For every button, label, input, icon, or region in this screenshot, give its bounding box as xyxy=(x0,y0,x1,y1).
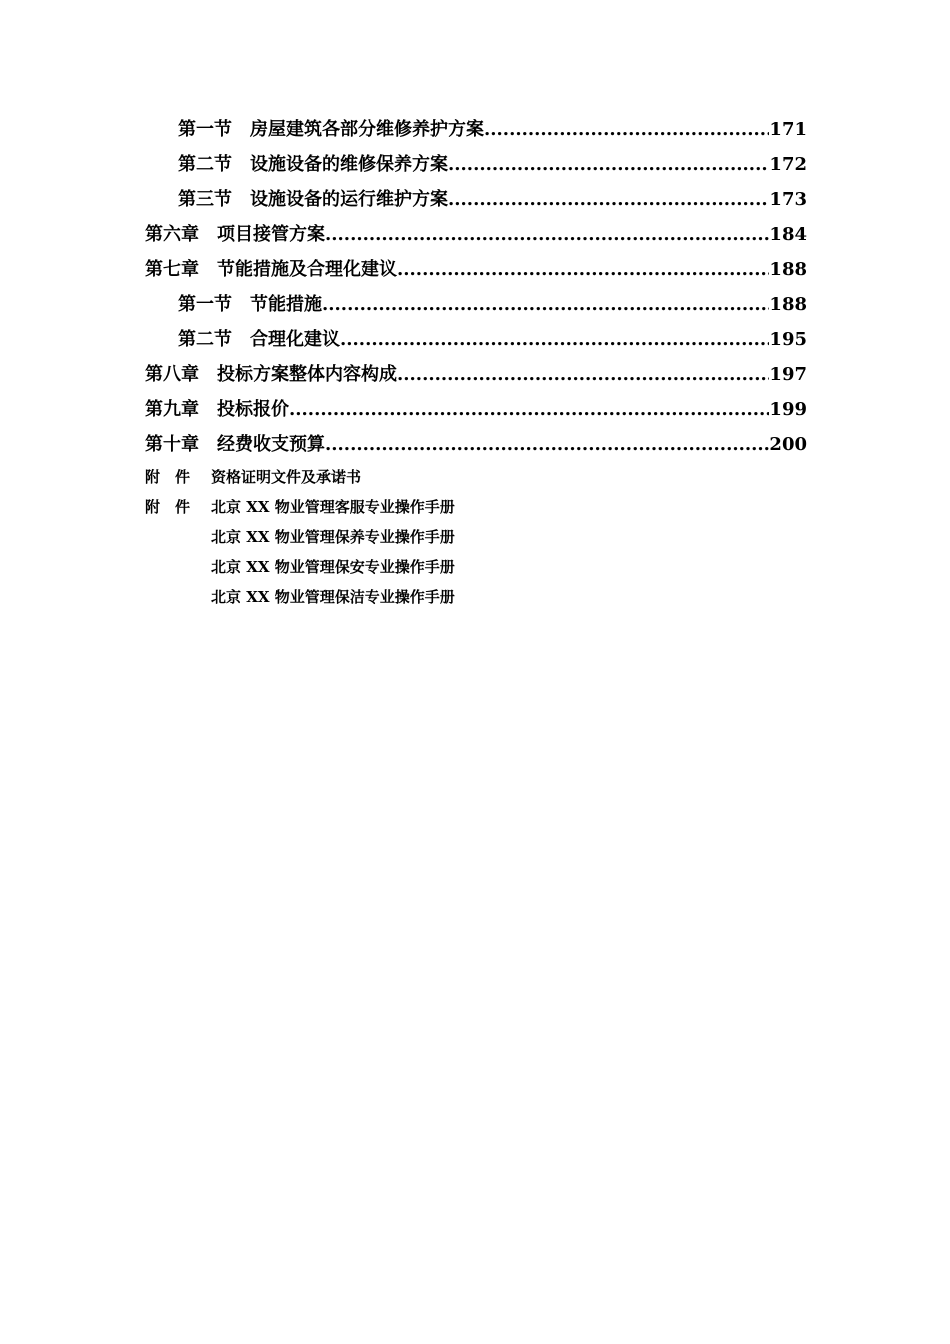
toc-leader-dots xyxy=(397,252,769,287)
toc-entry-label: 第九章 xyxy=(145,399,199,420)
toc-leader-dots xyxy=(340,322,769,357)
toc-entry-page: 200 xyxy=(769,434,807,455)
toc-entry[interactable] xyxy=(145,357,807,392)
appendix-item xyxy=(145,522,645,552)
appendix-item-text: 北京 XX 物业管理保洁专业操作手册 xyxy=(211,588,455,606)
toc-entry-page: 197 xyxy=(769,364,807,385)
toc-entry-title: 合理化建议 xyxy=(250,329,340,350)
toc-entry[interactable] xyxy=(145,182,807,217)
appendix-label-char: 附 xyxy=(145,498,161,516)
toc-entry[interactable] xyxy=(145,322,807,357)
toc-entry[interactable] xyxy=(145,112,807,147)
appendix-label-char: 件 xyxy=(175,498,191,516)
toc-entry-label: 第六章 xyxy=(145,224,199,245)
toc-leader-dots xyxy=(397,357,769,392)
appendix-item-text: 资格证明文件及承诺书 xyxy=(211,468,362,486)
appendix-list xyxy=(145,462,645,612)
toc-entry[interactable] xyxy=(145,392,807,427)
appendix-label-char: 件 xyxy=(175,468,191,486)
toc-entry-page: 195 xyxy=(769,329,807,350)
toc-entry-title: 设施设备的运行维护方案 xyxy=(250,189,448,210)
toc-entry[interactable] xyxy=(145,252,807,287)
appendix-label-empty xyxy=(145,582,211,612)
appendix-item xyxy=(145,492,645,522)
toc-entry-title: 经费收支预算 xyxy=(217,434,325,455)
appendix-label-empty xyxy=(145,552,211,582)
toc-leader-dots xyxy=(448,182,769,217)
toc-entry-page: 184 xyxy=(769,224,807,245)
toc-entry-page: 172 xyxy=(769,154,807,175)
toc-leader-dots xyxy=(325,427,769,462)
toc-entry-title: 设施设备的维修保养方案 xyxy=(250,154,448,175)
toc-entry-title: 投标报价 xyxy=(217,399,289,420)
toc-entry-page: 199 xyxy=(769,399,807,420)
appendix-item-text: 北京 XX 物业管理客服专业操作手册 xyxy=(211,498,455,516)
toc-entry-label: 第一节 xyxy=(178,119,232,140)
appendix-label-char: 附 xyxy=(145,468,161,486)
toc-entry-title: 节能措施及合理化建议 xyxy=(217,259,397,280)
toc-entry-label: 第十章 xyxy=(145,434,199,455)
toc-entry-title: 项目接管方案 xyxy=(217,224,325,245)
appendix-item xyxy=(145,552,645,582)
appendix-label xyxy=(145,492,211,522)
toc-entry[interactable] xyxy=(145,217,807,252)
toc-entry-label: 第二节 xyxy=(178,154,232,175)
toc-entry-title: 投标方案整体内容构成 xyxy=(217,364,397,385)
appendix-item-text: 北京 XX 物业管理保养专业操作手册 xyxy=(211,528,455,546)
toc-entry-label: 第七章 xyxy=(145,259,199,280)
toc-entry-title: 节能措施 xyxy=(250,294,322,315)
appendix-label-empty xyxy=(145,522,211,552)
toc-entry-label: 第一节 xyxy=(178,294,232,315)
table-of-contents xyxy=(145,112,807,462)
toc-entry-page: 188 xyxy=(769,294,807,315)
toc-entry-label: 第八章 xyxy=(145,364,199,385)
toc-entry[interactable] xyxy=(145,427,807,462)
toc-entry-title: 房屋建筑各部分维修养护方案 xyxy=(250,119,484,140)
toc-leader-dots xyxy=(484,112,769,147)
toc-entry-page: 171 xyxy=(769,119,807,140)
toc-leader-dots xyxy=(448,147,769,182)
toc-entry[interactable] xyxy=(145,287,807,322)
toc-entry[interactable] xyxy=(145,147,807,182)
appendix-item xyxy=(145,462,645,492)
toc-entry-label: 第二节 xyxy=(178,329,232,350)
appendix-label xyxy=(145,462,211,492)
toc-leader-dots xyxy=(325,217,769,252)
toc-leader-dots xyxy=(289,392,769,427)
appendix-item xyxy=(145,582,645,612)
toc-entry-page: 173 xyxy=(769,189,807,210)
toc-entry-page: 188 xyxy=(769,259,807,280)
toc-entry-label: 第三节 xyxy=(178,189,232,210)
toc-leader-dots xyxy=(322,287,769,322)
appendix-item-text: 北京 XX 物业管理保安专业操作手册 xyxy=(211,558,455,576)
